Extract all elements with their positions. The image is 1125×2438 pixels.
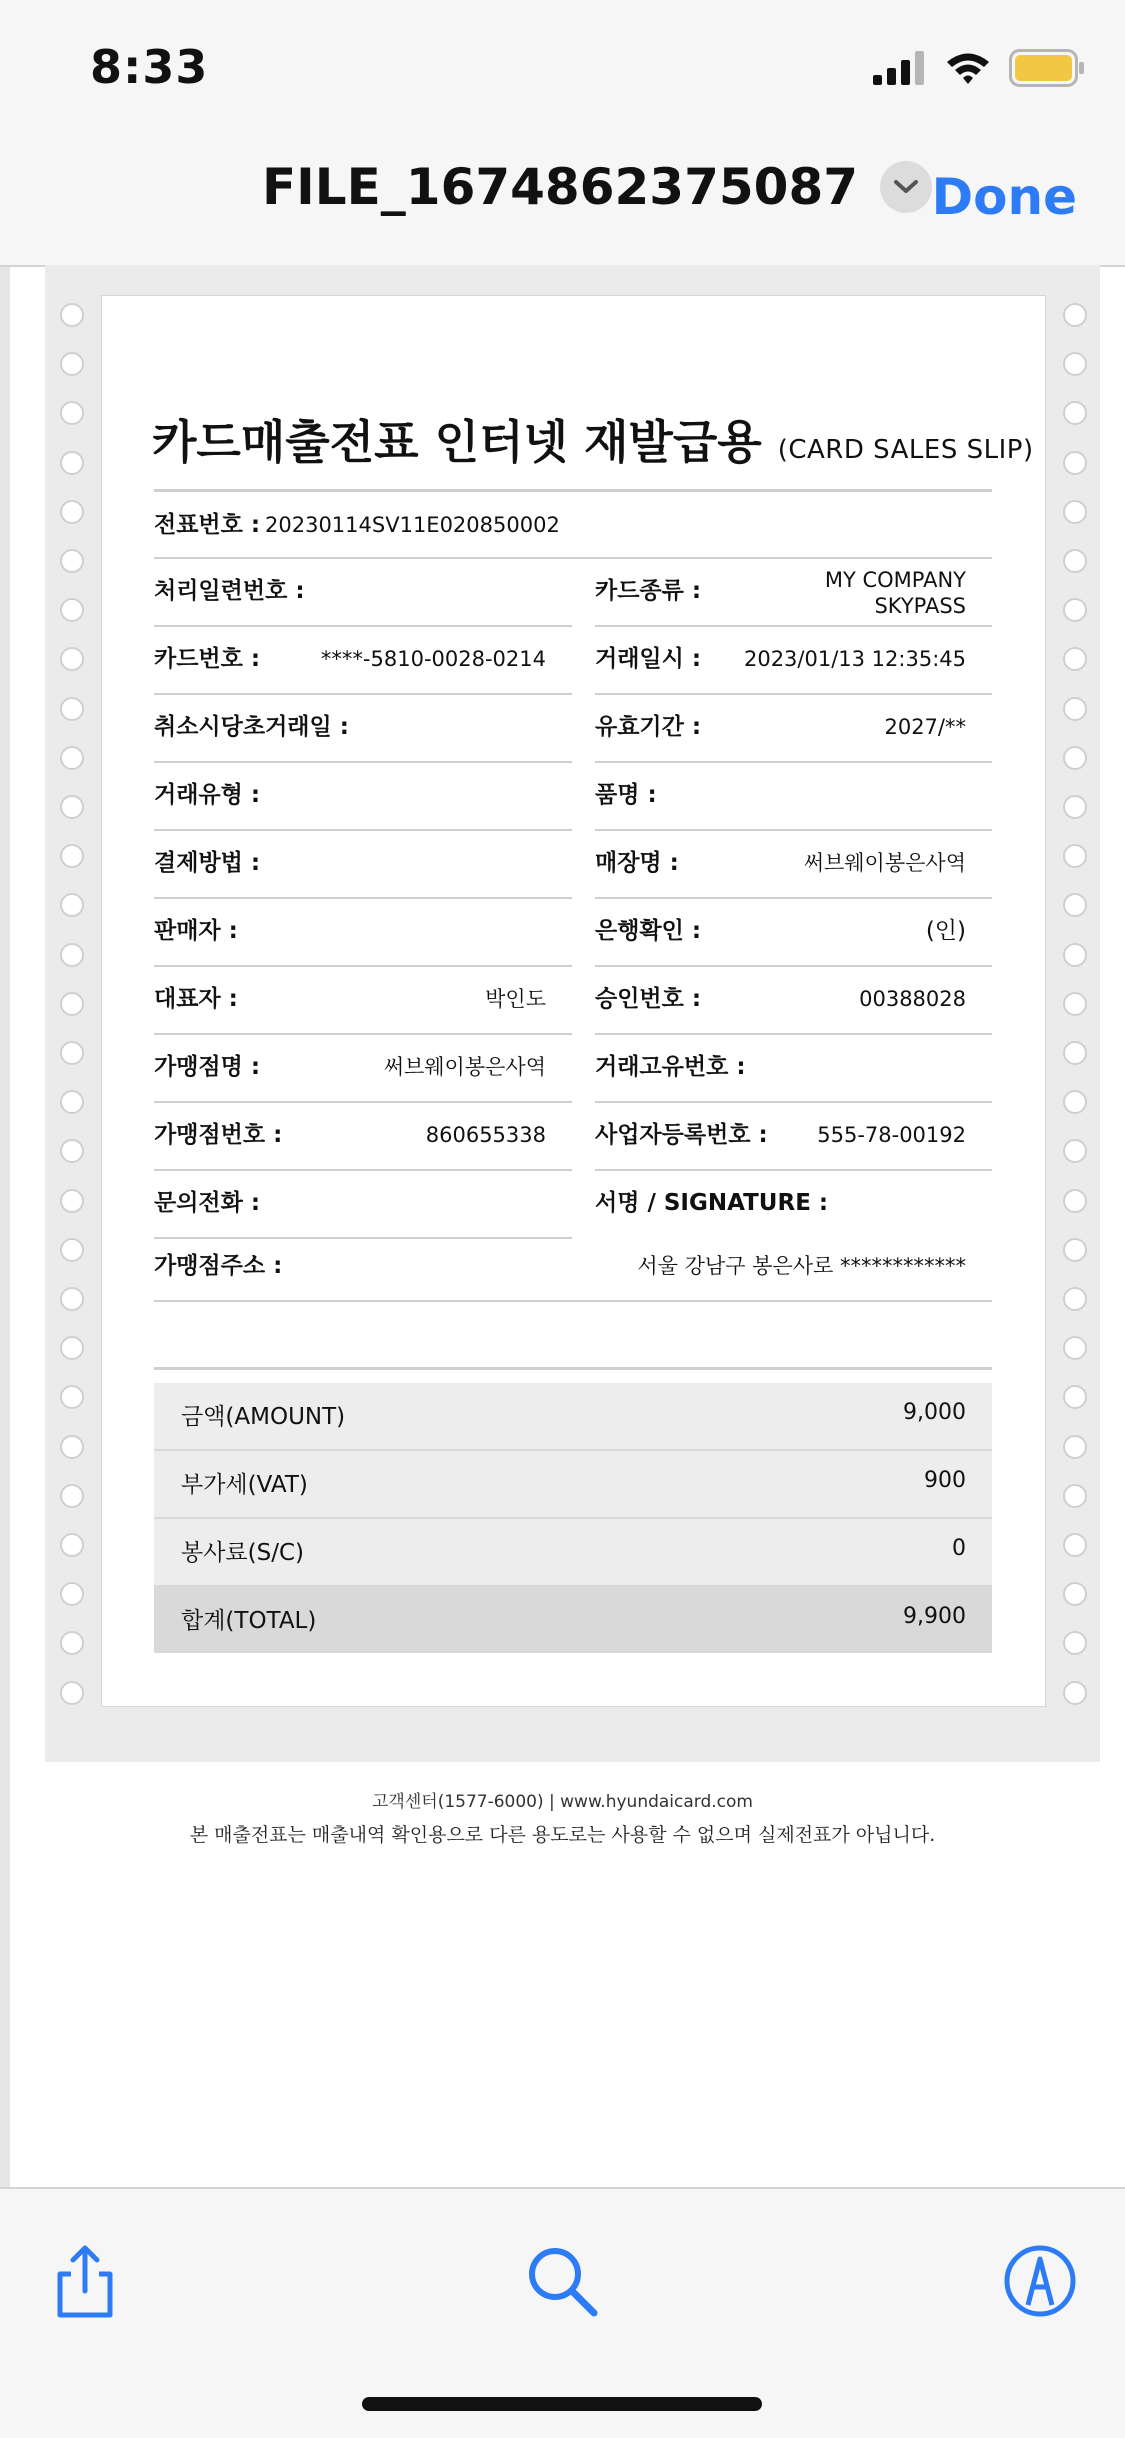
perforation-hole <box>60 943 84 967</box>
field-row <box>595 627 992 695</box>
perforation-hole <box>60 844 84 868</box>
amount-label: 봉사료(S/C) <box>181 1540 305 1566</box>
field-value: 박인도 <box>485 987 546 1011</box>
perforation-hole <box>1063 352 1087 376</box>
slip-number: 20230114SV11E020850002 <box>265 513 560 537</box>
perforation-hole <box>60 1336 84 1360</box>
perforation-hole <box>1063 943 1087 967</box>
field-row <box>154 1035 572 1103</box>
field-label: 판매자 : <box>154 918 238 944</box>
amount-value: 900 <box>924 1468 966 1493</box>
field-row <box>595 763 992 831</box>
perforation-hole <box>1063 697 1087 721</box>
field-value: 00388028 <box>859 987 966 1011</box>
field-row <box>154 627 572 695</box>
perforation-hole <box>1063 1484 1087 1508</box>
field-label: 카드종류 : <box>595 578 702 604</box>
address-row <box>154 1234 992 1302</box>
perforation-hole <box>60 1681 84 1705</box>
amount-row <box>154 1451 992 1519</box>
markup-icon[interactable] <box>1000 2241 1080 2321</box>
field-label: 은행확인 : <box>595 918 702 944</box>
field-label: 취소시당초거래일 : <box>154 714 349 740</box>
perforation-hole <box>60 1041 84 1065</box>
chevron-down-icon[interactable] <box>880 161 932 213</box>
status-bar <box>0 0 1125 130</box>
amount-label: 부가세(VAT) <box>181 1472 308 1498</box>
field-label: 사업자등록번호 : <box>595 1122 768 1148</box>
field-label: 거래일시 : <box>595 646 702 672</box>
field-row <box>154 695 572 763</box>
perforation-hole <box>1063 598 1087 622</box>
address-value: 서울 강남구 봉은사로 ************ <box>637 1254 966 1278</box>
field-label: 유효기간 : <box>595 714 702 740</box>
perforation-hole <box>60 746 84 770</box>
field-value: (인) <box>925 918 966 944</box>
perforation-hole <box>1063 303 1087 327</box>
field-row <box>595 1171 992 1237</box>
field-label: 문의전화 : <box>154 1190 261 1216</box>
slip-number-label: 전표번호 : <box>154 512 261 538</box>
perforation-hole <box>60 352 84 376</box>
perforation-hole <box>1063 1435 1087 1459</box>
field-row <box>595 695 992 763</box>
perforation-hole <box>1063 1681 1087 1705</box>
perforation-hole <box>60 549 84 573</box>
perforation-hole <box>1063 1336 1087 1360</box>
perforation-hole <box>60 1090 84 1114</box>
field-row <box>154 1171 572 1239</box>
wifi-icon <box>945 51 991 85</box>
slip-title-ko: 카드매출전표 인터넷 재발급용 <box>152 415 762 469</box>
search-icon[interactable] <box>522 2241 602 2321</box>
amount-value: 9,900 <box>903 1604 966 1629</box>
field-row <box>154 1103 572 1171</box>
field-value: 써브웨이봉은사역 <box>803 851 966 875</box>
field-row <box>154 559 572 627</box>
field-value: 555-78-00192 <box>817 1123 966 1147</box>
field-label: 가맹점명 : <box>154 1054 261 1080</box>
perforation-hole <box>60 1582 84 1606</box>
field-label: 가맹점번호 : <box>154 1122 283 1148</box>
field-value: 2027/** <box>884 715 966 739</box>
perforation-hole <box>1063 1189 1087 1213</box>
amount-row <box>154 1383 992 1451</box>
amount-row <box>154 1519 992 1587</box>
field-value <box>825 567 966 631</box>
perforation-hole <box>1063 1533 1087 1557</box>
field-label: 품명 : <box>595 782 657 808</box>
status-time: 8:33 <box>90 40 209 94</box>
field-row <box>595 967 992 1035</box>
perforation-hole <box>1063 992 1087 1016</box>
field-row <box>595 1035 992 1103</box>
perforation-hole <box>1063 795 1087 819</box>
field-label: 승인번호 : <box>595 986 702 1012</box>
slip-title-en: (CARD SALES SLIP) <box>777 435 1034 465</box>
perforation-hole <box>60 992 84 1016</box>
perforation-hole <box>60 1287 84 1311</box>
perforation-hole <box>60 598 84 622</box>
card-type-line2: SKYPASS <box>874 594 966 618</box>
perforation-hole <box>60 500 84 524</box>
footer-contact: 고객센터(1577-6000) | www.hyundaicard.com <box>372 1792 753 1812</box>
perforation-hole <box>1063 746 1087 770</box>
field-row <box>595 899 992 967</box>
field-row <box>154 763 572 831</box>
amount-label: 금액(AMOUNT) <box>181 1404 346 1430</box>
perforation-hole <box>60 1435 84 1459</box>
perforation-hole <box>1063 1582 1087 1606</box>
field-row <box>154 967 572 1035</box>
perforation-hole <box>1063 549 1087 573</box>
status-icons <box>873 48 1085 88</box>
field-value: 860655338 <box>425 1123 546 1147</box>
field-value: 써브웨이봉은사역 <box>383 1055 546 1079</box>
field-label: 매장명 : <box>595 850 679 876</box>
field-value: ****-5810-0028-0214 <box>320 647 546 671</box>
perforation-hole <box>60 303 84 327</box>
field-label: 결제방법 : <box>154 850 261 876</box>
perforation-hole <box>1063 451 1087 475</box>
perforation-hole <box>60 1238 84 1262</box>
slip-number-row <box>154 493 992 559</box>
perforation-hole <box>60 1484 84 1508</box>
field-value: 2023/01/13 12:35:45 <box>743 647 966 671</box>
home-indicator <box>362 2397 762 2411</box>
perforation-hole <box>1063 1238 1087 1262</box>
amount-label: 합계(TOTAL) <box>181 1608 317 1634</box>
field-label: 서명 / SIGNATURE : <box>595 1190 829 1216</box>
field-label: 카드번호 : <box>154 646 261 672</box>
document-edge <box>0 267 10 2187</box>
perforation-hole <box>60 451 84 475</box>
divider <box>154 1367 992 1370</box>
perforation-hole <box>1063 1090 1087 1114</box>
divider <box>154 489 992 492</box>
address-label: 가맹점주소 : <box>154 1253 283 1279</box>
nav-bar <box>0 130 1125 267</box>
field-label: 거래고유번호 : <box>595 1054 746 1080</box>
field-row <box>595 1103 992 1171</box>
perforation-hole <box>60 1533 84 1557</box>
done-button[interactable]: Done <box>931 168 1077 226</box>
amount-table <box>154 1383 992 1653</box>
perforation-hole <box>60 795 84 819</box>
amount-value: 9,000 <box>903 1400 966 1425</box>
amount-value: 0 <box>952 1536 966 1561</box>
field-row <box>595 831 992 899</box>
battery-icon <box>1009 49 1085 87</box>
perforation-hole <box>1063 500 1087 524</box>
file-title: FILE_1674862375087 <box>262 158 859 216</box>
share-icon[interactable] <box>44 2241 124 2321</box>
perforation-hole <box>1063 1287 1087 1311</box>
field-row <box>154 899 572 967</box>
total-row <box>154 1587 992 1653</box>
perforation-hole <box>1063 1041 1087 1065</box>
perforation-hole <box>1063 844 1087 868</box>
field-row <box>595 559 992 627</box>
footer-notice: 본 매출전표는 매출내역 확인용으로 다른 용도로는 사용할 수 없으며 실제전표가 아닙니다. <box>189 1824 936 1846</box>
perforation-hole <box>60 1189 84 1213</box>
field-label: 거래유형 : <box>154 782 261 808</box>
field-label: 처리일련번호 : <box>154 578 305 604</box>
field-row <box>154 831 572 899</box>
file-title-menu[interactable] <box>262 158 932 216</box>
signal-icon <box>873 51 927 85</box>
slip-title <box>152 406 1034 472</box>
field-label: 대표자 : <box>154 986 238 1012</box>
card-type-line1: MY COMPANY <box>824 568 966 592</box>
perforation-hole <box>60 697 84 721</box>
